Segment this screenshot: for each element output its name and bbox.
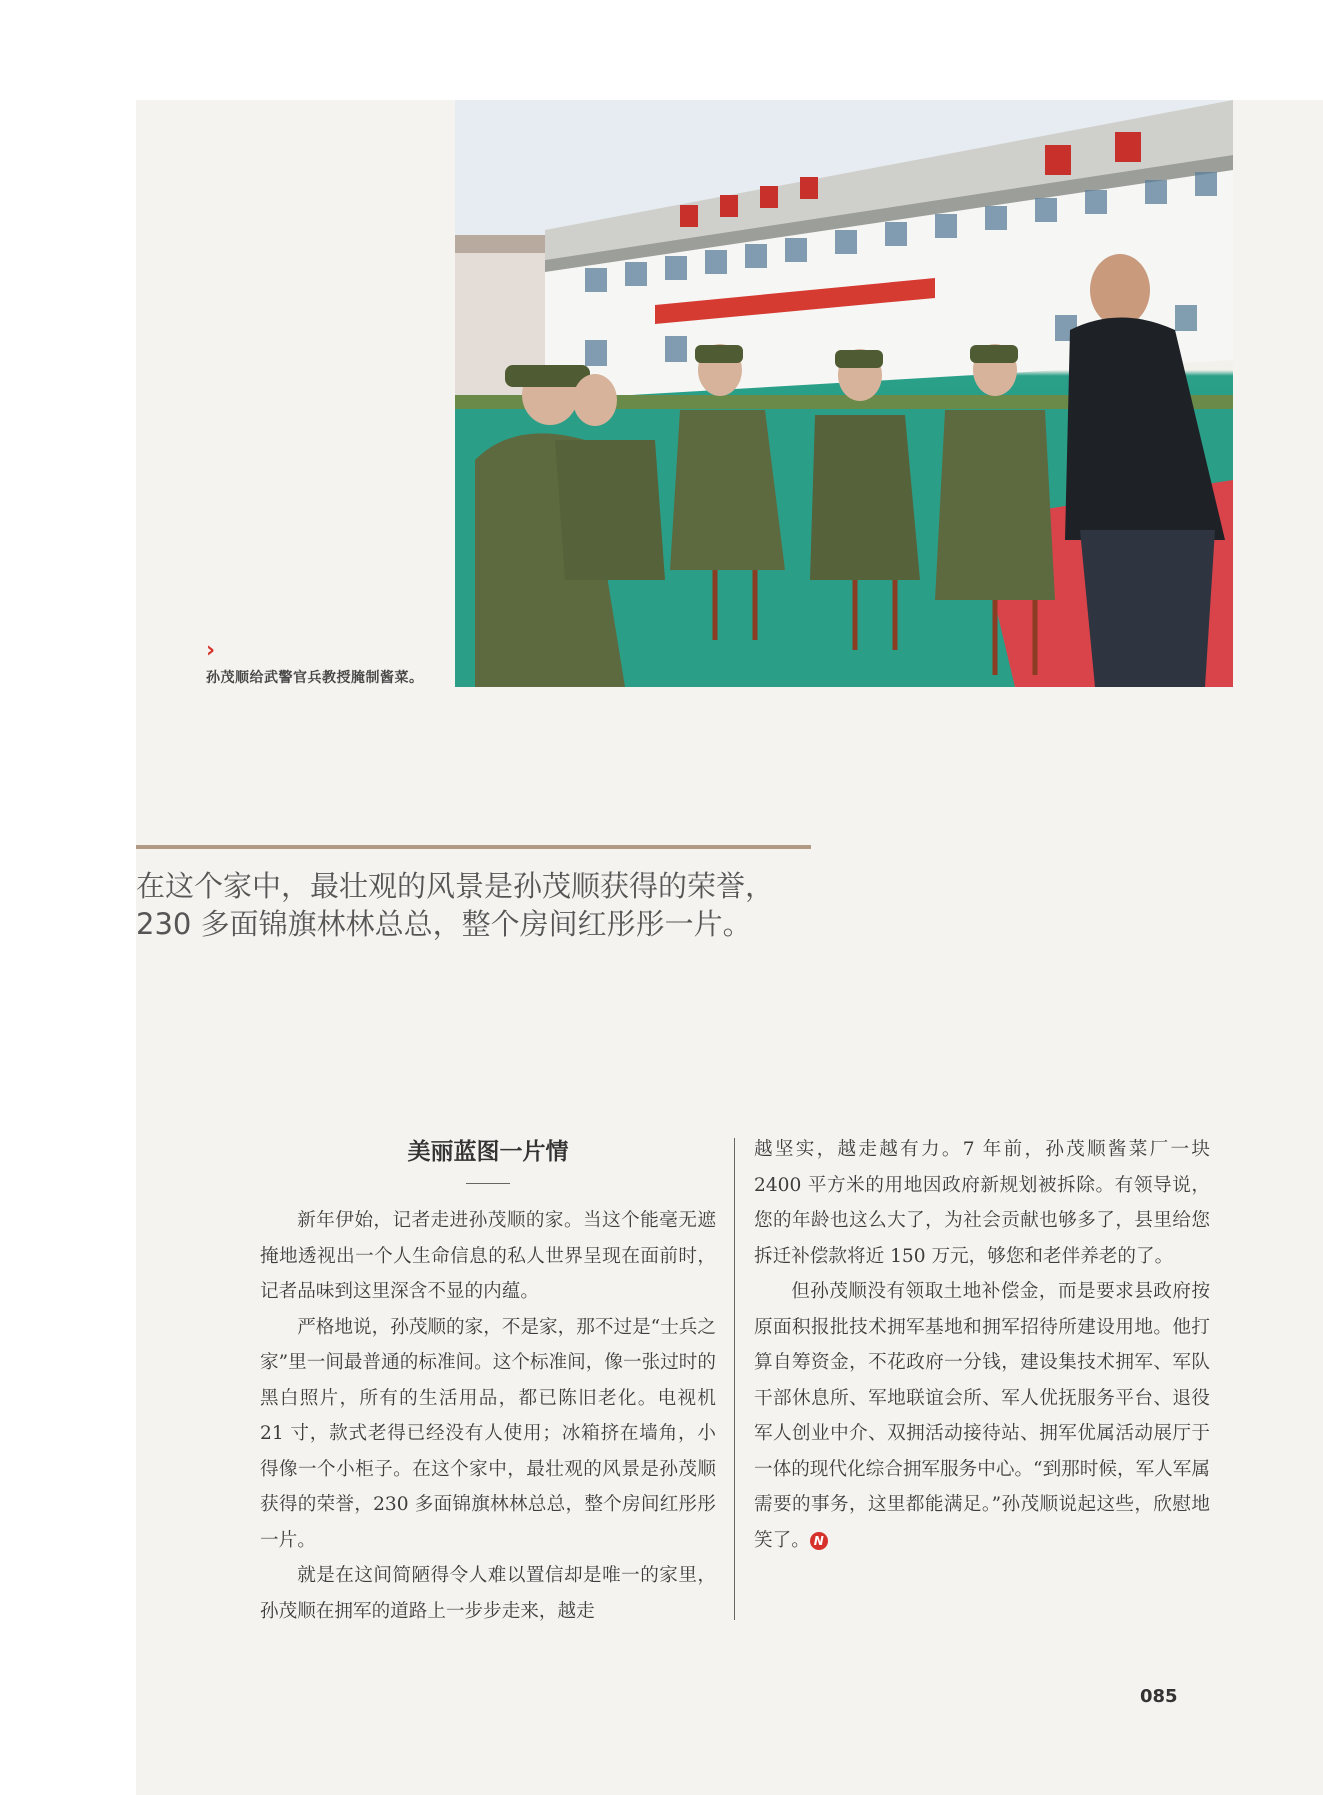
column-divider	[734, 1138, 735, 1620]
paragraph: 就是在这间简陋得令人难以置信却是唯一的家里，孙茂顺在拥军的道路上一步步走来，越走	[260, 1565, 716, 1622]
caption-arrow-icon: ›	[206, 638, 216, 663]
paragraph-text: 但孙茂顺没有领取土地补偿金，而是要求县政府按原面积报批技术拥军基地和拥军招待所建设用地。他打算自筹资金，不花政府一分钱，建设集技术拥军、军队干部休息所、军地联谊会所、军人优抚服务平台、退役军人创业中介、双拥活动接待站、拥军优属活动展厅于一体的现代化综合拥军服务中心。“到那时候，军人军属需要的事务，这里都能满足。”孙茂顺说起这些，欣慰地笑了。	[754, 1281, 1210, 1551]
heading-dash	[466, 1183, 510, 1184]
paragraph: 越坚实，越走越有力。7 年前，孙茂顺酱菜厂一块 2400 平方米的用地因政府新规划被拆除。有领导说，您的年龄也这么大了，为社会贡献也够多了，县里给您拆迁补偿款将近 150 万元，够您和老伴养老的了。	[754, 1139, 1210, 1267]
article-column-left	[260, 1203, 716, 1629]
pull-quote-line-2: 230 多面锦旗林林总总，整个房间红彤彤一片。	[136, 907, 752, 941]
section-heading: 美丽蓝图一片情	[407, 1139, 569, 1165]
paragraph: 严格地说，孙茂顺的家，不是家，那不过是“士兵之家”里一间最普通的标准间。这个标准间，像一张过时的黑白照片，所有的生活用品，都已陈旧老化。电视机 21 寸，款式老得已经没有人使用；冰箱挤在墙角，小得像一个小柜子。在这个家中，最壮观的风景是孙茂顺获得的荣誉，230 多面锦旗林林总总，整个房间红彤彤一片。	[260, 1316, 716, 1551]
page-number: 085	[1140, 1686, 1178, 1707]
pull-quote-line-1: 在这个家中，最壮观的风景是孙茂顺获得的荣誉，	[136, 869, 775, 903]
photo-soldiers-icon	[455, 100, 1233, 687]
article-column-right	[754, 1132, 1210, 1558]
pull-quote	[136, 867, 856, 943]
paragraph: 新年伊始，记者走进孙茂顺的家。当这个能毫无遮掩地透视出一个人生命信息的私人世界呈现在面前时，记者品味到这里深含不显的内蕴。	[260, 1210, 716, 1302]
end-mark-icon: N	[810, 1532, 828, 1550]
photo-caption: 孙茂顺给武警官兵教授腌制酱菜。	[206, 670, 424, 686]
paragraph-last	[754, 1274, 1210, 1558]
article-photo	[455, 100, 1233, 687]
pull-quote-rule	[136, 845, 811, 849]
